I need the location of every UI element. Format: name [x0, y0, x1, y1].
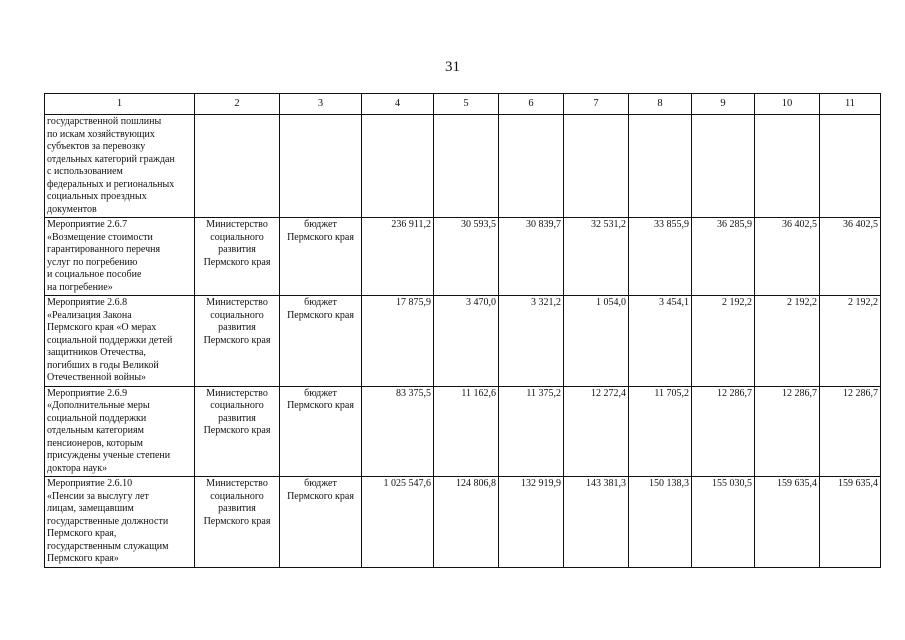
measure-name-cell-line: погибших в годы Великой	[47, 359, 159, 371]
column-header: 5	[434, 94, 499, 115]
amount-cell: 12 286,7	[820, 386, 881, 477]
ministry-cell-line: Министерство	[206, 387, 268, 399]
measure-name-cell-line: Пермского края,	[47, 528, 117, 539]
amount-cell: 132 919,9	[499, 477, 564, 568]
ministry-cell-line: Министерство	[206, 219, 268, 230]
measure-name-cell-line: защитников Отечества,	[47, 347, 146, 358]
measure-name-cell-line: «Дополнительные меры	[47, 400, 150, 411]
ministry-cell-line: Министерство	[206, 478, 268, 489]
amount-cell: 3 321,2	[499, 296, 564, 387]
budget-source-cell	[280, 115, 362, 218]
measure-name-cell-line: социальной поддержки	[47, 412, 147, 424]
amount-cell: 11 705,2	[629, 386, 692, 477]
amount-cell: 17 875,9	[362, 296, 434, 387]
column-header: 3	[280, 94, 362, 115]
amount-cell: 3 470,0	[434, 296, 499, 387]
measure-name-cell	[45, 115, 195, 218]
measure-name-cell-line: по искам хозяйствующих	[47, 128, 155, 140]
budget-source-cell-line: бюджет	[304, 219, 337, 230]
measure-name-cell	[45, 296, 195, 387]
amount-cell: 150 138,3	[629, 477, 692, 568]
budget-source-cell	[280, 218, 362, 296]
ministry-cell-line: развития	[218, 503, 256, 514]
amount-cell: 30 839,7	[499, 218, 564, 296]
measure-name-cell-line: федеральных и региональных	[47, 178, 175, 190]
amount-cell: 2 192,2	[692, 296, 755, 387]
amount-cell: 12 272,4	[564, 386, 629, 477]
amount-cell: 12 286,7	[755, 386, 820, 477]
amount-cell: 1 054,0	[564, 296, 629, 387]
measure-name-cell-line: услуг по погребению	[47, 256, 138, 268]
measure-name-cell-line: гарантированного перечня	[47, 244, 161, 255]
measure-name-cell-line: Мероприятие 2.6.8	[47, 297, 128, 308]
measure-name-cell-line: отдельным категориям	[47, 425, 144, 436]
ministry-cell	[195, 115, 280, 218]
measure-name-cell-line: присуждены ученые степени	[47, 450, 171, 461]
ministry-cell-line: Пермского края	[203, 515, 271, 527]
measure-name-cell-line: «Возмещение стоимости	[47, 231, 153, 243]
measure-name-cell-line: Пермского края «О мерах	[47, 322, 157, 333]
amount-cell: 1 025 547,6	[362, 477, 434, 568]
page-number: 31	[445, 59, 460, 75]
column-header: 4	[362, 94, 434, 115]
table-row	[45, 296, 881, 387]
amount-cell	[692, 115, 755, 218]
column-header: 8	[629, 94, 692, 115]
amount-cell: 36 402,5	[755, 218, 820, 296]
amount-cell: 36 402,5	[820, 218, 881, 296]
amount-cell: 159 635,4	[820, 477, 881, 568]
amount-cell: 143 381,3	[564, 477, 629, 568]
table-row	[45, 477, 881, 568]
column-header: 9	[692, 94, 755, 115]
measure-name-cell-line: государственным служащим	[47, 540, 169, 552]
measure-name-cell	[45, 477, 195, 568]
column-header: 11	[820, 94, 881, 115]
amount-cell	[434, 115, 499, 218]
budget-source-cell-line: Пермского края	[287, 309, 354, 321]
measure-name-cell-line: Пермского края»	[47, 553, 119, 564]
table-row	[45, 115, 881, 218]
measure-name-cell-line: отдельных категорий граждан	[47, 153, 175, 165]
table-body	[45, 115, 881, 568]
amount-cell: 33 855,9	[629, 218, 692, 296]
ministry-cell-line: Министерство	[206, 297, 268, 308]
column-header: 10	[755, 94, 820, 115]
measure-name-cell-line: Отечественной войны»	[47, 372, 147, 383]
measure-name-cell-line: государственные должности	[47, 515, 169, 527]
amount-cell: 236 911,2	[362, 218, 434, 296]
column-header: 7	[564, 94, 629, 115]
budget-source-cell-line: Пермского края	[287, 490, 354, 502]
budget-source-cell-line: бюджет	[304, 478, 337, 489]
amount-cell: 159 635,4	[755, 477, 820, 568]
ministry-cell-line: социального	[210, 400, 264, 411]
table-row	[45, 386, 881, 477]
amount-cell	[820, 115, 881, 218]
ministry-cell-line: социального	[210, 490, 264, 502]
measure-name-cell-line: пенсионеров, которым	[47, 437, 143, 449]
measure-name-cell-line: «Пенсии за выслугу лет	[47, 490, 149, 502]
amount-cell: 124 806,8	[434, 477, 499, 568]
column-header: 1	[45, 94, 195, 115]
measure-name-cell-line: Мероприятие 2.6.10	[47, 478, 133, 489]
measure-name-cell-line: на погребение»	[47, 281, 113, 293]
budget-table	[44, 93, 881, 568]
amount-cell	[755, 115, 820, 218]
ministry-cell	[195, 477, 280, 568]
ministry-cell-line: Пермского края	[203, 425, 271, 436]
table-row	[45, 218, 881, 296]
amount-cell: 36 285,9	[692, 218, 755, 296]
measure-name-cell-line: Мероприятие 2.6.9	[47, 387, 128, 399]
measure-name-cell-line: доктора наук»	[47, 462, 108, 474]
amount-cell	[629, 115, 692, 218]
amount-cell	[499, 115, 564, 218]
measure-name-cell-line: с использованием	[47, 166, 123, 177]
amount-cell	[564, 115, 629, 218]
budget-source-cell	[280, 477, 362, 568]
budget-source-cell-line: Пермского края	[287, 400, 354, 411]
amount-cell: 11 375,2	[499, 386, 564, 477]
column-header: 2	[195, 94, 280, 115]
measure-name-cell-line: субъектов за перевозку	[47, 141, 146, 152]
budget-source-cell-line: Пермского края	[287, 231, 354, 243]
budget-source-cell-line: бюджет	[304, 387, 337, 399]
amount-cell: 11 162,6	[434, 386, 499, 477]
budget-source-cell-line: бюджет	[304, 297, 337, 308]
amount-cell: 12 286,7	[692, 386, 755, 477]
measure-name-cell	[45, 218, 195, 296]
ministry-cell-line: социального	[210, 309, 264, 321]
ministry-cell-line: развития	[218, 412, 256, 424]
amount-cell: 83 375,5	[362, 386, 434, 477]
amount-cell: 155 030,5	[692, 477, 755, 568]
measure-name-cell-line: и социальное пособие	[47, 269, 142, 280]
amount-cell: 3 454,1	[629, 296, 692, 387]
amount-cell: 30 593,5	[434, 218, 499, 296]
amount-cell: 32 531,2	[564, 218, 629, 296]
ministry-cell-line: развития	[218, 322, 256, 333]
measure-name-cell	[45, 386, 195, 477]
measure-name-cell-line: Мероприятие 2.6.7	[47, 219, 128, 230]
ministry-cell-line: Пермского края	[203, 334, 271, 346]
measure-name-cell-line: социальных проездных	[47, 191, 147, 202]
ministry-cell-line: социального	[210, 231, 264, 243]
measure-name-cell-line: «Реализация Закона	[47, 309, 132, 321]
ministry-cell	[195, 218, 280, 296]
budget-source-cell	[280, 296, 362, 387]
table-header-row	[45, 94, 881, 115]
column-header: 6	[499, 94, 564, 115]
ministry-cell-line: Пермского края	[203, 256, 271, 268]
measure-name-cell-line: государственной пошлины	[47, 116, 162, 127]
amount-cell: 2 192,2	[755, 296, 820, 387]
measure-name-cell-line: лицам, замещавшим	[47, 503, 134, 514]
ministry-cell-line: развития	[218, 244, 256, 255]
amount-cell: 2 192,2	[820, 296, 881, 387]
measure-name-cell-line: документов	[47, 203, 97, 215]
ministry-cell	[195, 386, 280, 477]
amount-cell	[362, 115, 434, 218]
budget-source-cell	[280, 386, 362, 477]
measure-name-cell-line: социальной поддержки детей	[47, 334, 173, 346]
ministry-cell	[195, 296, 280, 387]
